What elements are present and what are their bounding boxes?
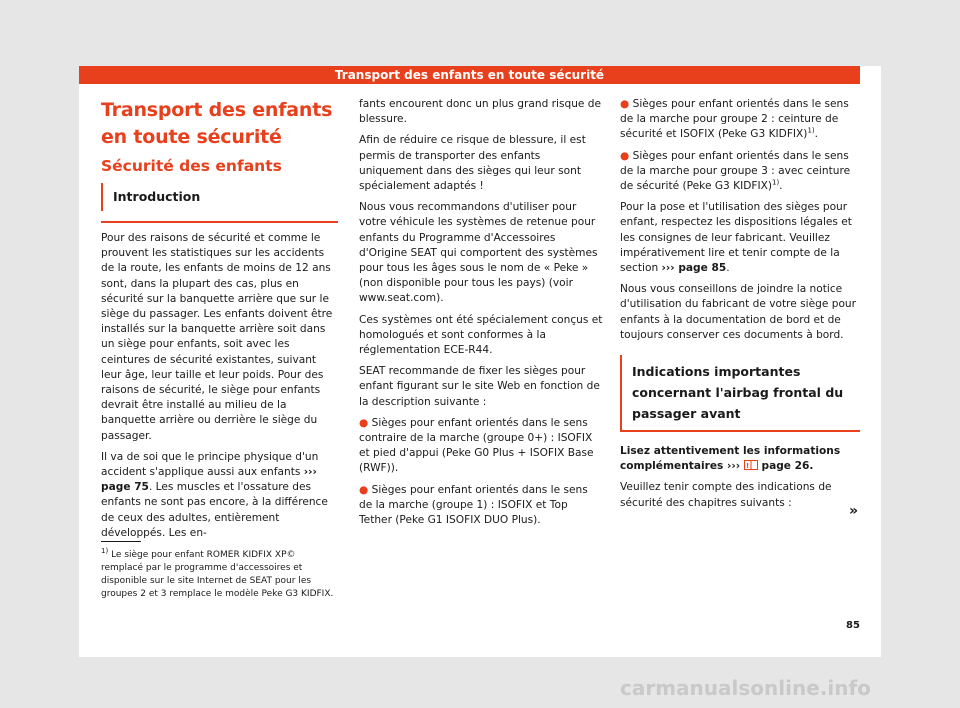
paragraph: Afin de réduire ce risque de blessure, il est permis de transporter des enfants uniquement dans des sièges qui leur sont spécialement adaptés !: [359, 134, 586, 193]
page-number: 85: [846, 620, 860, 631]
page-title: Transport des enfants en toute sécurité: [101, 99, 333, 148]
footnote-ref[interactable]: 1): [807, 126, 815, 135]
text: . Les muscles et l'ossature des enfants ne sont pas encore, à la différence de ceux des adultes, entièrement développés. Les en-: [101, 481, 328, 539]
footnote-mark: 1): [101, 547, 109, 555]
paragraph: Pour la pose et l'utilisation des sièges pour enfant, respectez les dispositions légales et les consignes de leur fabricant. Veuillez impérativement lire et tenir compte de la section ››› page 85.: [620, 201, 852, 275]
column-1: [101, 97, 338, 547]
bullet-icon: ●: [359, 416, 372, 429]
warning-book-icon: [744, 460, 758, 470]
footnote-text: Le siège pour enfant ROMER KIDFIX XP© remplacé par le programme d'accessoires et disponible sur le site Internet de SEAT pour les groupes 2 et 3 remplace le modèle Peke G3 KIDFIX.: [101, 550, 334, 599]
footnote-divider: [101, 541, 141, 542]
list-item: [359, 483, 603, 529]
text: Sièges pour enfant orientés dans le sens de la marche (groupe 1) : ISOFIX et Top Tether (Peke G1 ISOFIX DUO Plus).: [359, 483, 588, 527]
watermark: carmanualsonline.info: [620, 676, 871, 700]
svg-text:!: !: [745, 462, 749, 471]
page-link[interactable]: ››› page 75: [101, 466, 317, 494]
text: Sièges pour enfant orientés dans le sens de la marche pour groupe 2 : ceinture de sécurité et ISOFIX (Peke G3 KIDFIX): [620, 98, 849, 141]
warning-heading: Indications importantes concernant l'airbag frontal du passager avant: [620, 355, 860, 432]
bullet-icon: ●: [359, 483, 372, 496]
list-item: ● Sièges pour enfant orientés dans le sens de la marche pour groupe 3 : avec ceinture de sécurité (Peke G3 KIDFIX)$^{1)}$.: [620, 149, 851, 193]
column-2: [359, 97, 603, 534]
text: Lisez attentivement les informations complémentaires ›››: [620, 445, 841, 473]
paragraph: Lisez attentivement les informations complémentaires ››› ! page 26.: [620, 445, 841, 473]
paragraph: Veuillez tenir compte des indications de sécurité des chapitres suivants :: [620, 481, 832, 509]
text: Sièges pour enfant orientés dans le sens de la marche pour groupe 3 : avec ceinture de sécurité (Peke G3 KIDFIX): [620, 149, 851, 193]
paragraph: [101, 450, 338, 541]
bullet-icon: ●: [620, 149, 633, 162]
list-item: [359, 416, 603, 477]
footnote-ref[interactable]: 1): [771, 178, 780, 187]
page-link[interactable]: page 26: [757, 460, 810, 473]
paragraph: Nous vous conseillons de joindre la notice d'utilisation du fabricant de votre siège pour enfants à la documentation de bord et de toujours conserver ces documents à bord.: [620, 283, 856, 341]
paragraph: Pour des raisons de sécurité et comme le prouvent les statistiques sur les accidents de la route, les enfants de moins de 12 ans sont, dans la plupart des cas, plus en sécurité sur la banquette arrière que sur le siège du passager. Les enfants doivent être installés sur la banquette arrière soit dans un siège pour enfants, soit avec les ceintures de sécurité existantes, suivant leur âge, leur taille et leur poids. Pour des raisons de sécurité, le siège pour enfants devrait être installé au milieu de la banquette arrière ou derrière le siège du passager.: [101, 232, 333, 442]
text: Pour la pose et l'utilisation des sièges pour enfant, respectez les dispositions légales et les consignes de leur fabricant. Veuillez impérativement lire et tenir compte de la section: [620, 201, 852, 275]
intro-heading: Introduction: [101, 183, 203, 211]
section-title: Sécurité des enfants: [101, 157, 282, 175]
column-3: [620, 97, 860, 517]
text: Il va de soi que le principe physique d'un accident s'applique aussi aux enfants: [101, 450, 319, 479]
footnote: [101, 549, 338, 601]
paragraph: SEAT recommande de fixer les sièges pour enfant figurant sur le site Web en fonction de la description suivante :: [359, 365, 600, 408]
continue-mark: »: [849, 503, 859, 519]
paragraph: Nous vous recommandons d'utiliser pour votre véhicule les systèmes de retenue pour enfants du Programme d'Accessoires d'Origine SEAT qui comportent des systèmes pour tous les âges sous le nom de « Peke » (non disponible pour tous les pays) (voir www.seat.com).: [359, 201, 598, 305]
paragraph: fants encourent donc un plus grand risque de blessure.: [359, 98, 602, 126]
paragraph: Ces systèmes ont été spécialement conçus et homologués et sont conformes à la réglementation ECE-R44.: [359, 313, 603, 357]
list-item: ● Sièges pour enfant orientés dans le sens de la marche pour groupe 2 : ceinture de sécurité et ISOFIX (Peke G3 KIDFIX)$^{1)}$.: [620, 98, 849, 141]
intro-heading-box: [101, 183, 338, 223]
text: Sièges pour enfant orientés dans le sens contraire de la marche (groupe 0+) : ISOFIX et pied d'appui (Peke G0 Plus + ISOFIX Base (RWF)).: [359, 416, 594, 475]
page-header: Transport des enfants en toute sécurité: [79, 66, 860, 84]
bullet-icon: ●: [620, 98, 633, 110]
page-link[interactable]: ››› page 85: [661, 262, 727, 275]
